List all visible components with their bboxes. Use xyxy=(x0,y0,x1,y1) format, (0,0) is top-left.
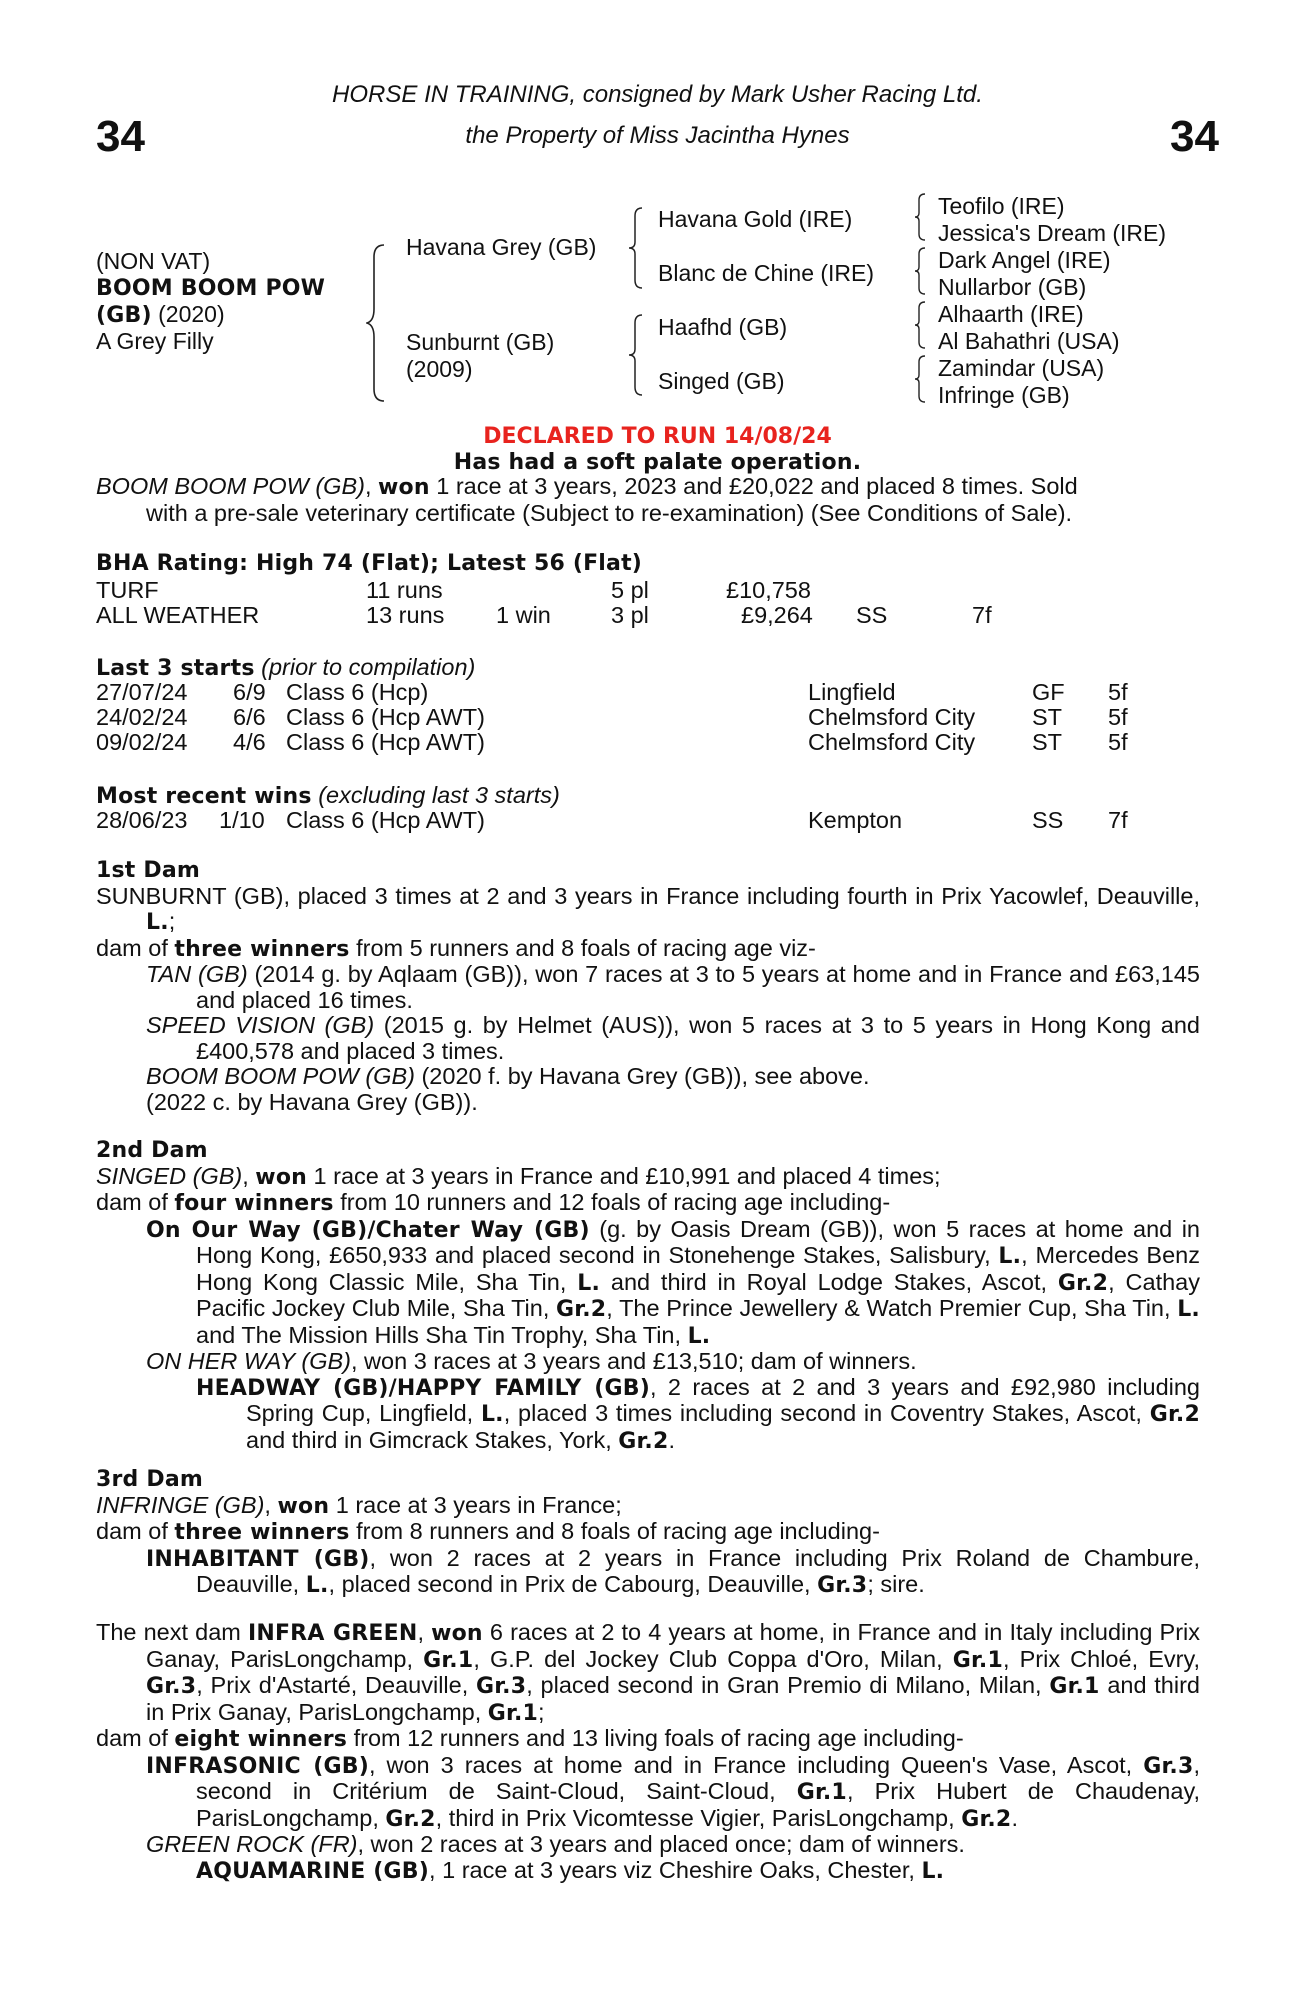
rating-row-aw: ALL WEATHER 13 runs 1 win 3 pl £9,264 SS 7f xyxy=(96,602,992,628)
pedigree-brace-g1 xyxy=(914,192,928,242)
horse-name: BOOM BOOM POW xyxy=(96,276,326,301)
declared-notice: DECLARED TO RUN 14/08/24 xyxy=(483,424,832,449)
g4: Nullarbor (GB) xyxy=(938,274,1087,300)
consignor-line: HORSE IN TRAINING, consigned by Mark Usher Racing Ltd. xyxy=(332,81,983,108)
progeny-boom-boom-pow: BOOM BOOM POW (GB) (2020 f. by Havana Grey (GB)), see above. xyxy=(146,1063,870,1089)
progeny-aquamarine: AQUAMARINE (GB), 1 race at 3 years viz Cheshire Oaks, Chester, L. xyxy=(196,1856,945,1884)
first-dam-section xyxy=(96,858,1200,1115)
next-dam-section xyxy=(96,1620,1200,1884)
recent-row: 28/06/23 1/10 Class 6 (Hcp AWT) Kempton SS 7f xyxy=(96,807,1128,833)
third-dam-heading: 3rd Dam xyxy=(96,1467,203,1492)
horse-year: (2020) xyxy=(158,301,225,327)
progeny-on-our-way: On Our Way (GB)/Chater Way (GB) (g. by Oasis Dream (GB)), won 5 races at home and in Hong Kong, £650,933 and placed second in Stonehenge Stakes, Salisbury, L., Mercedes Benz Hong Kong Classic Mile, Sha Tin, L. and third in Royal Lodge Stakes, Ascot, Gr.2, Cathay Pacific Jockey Club Mile, Sha Tin, Gr.2, The Prince Jewellery & Watch Premier Cup, Sha Tin, L. and The Mission Hills Sha Tin Trophy, Sha Tin, L. xyxy=(146,1215,1201,1349)
progeny-speed-vision: SPEED VISION (GB) (2015 g. by Helmet (AUS)), won 5 races at 3 to 5 years in Hong Kong and £400,578 and placed 3 times. xyxy=(146,1012,1200,1064)
progeny-on-her-way: ON HER WAY (GB), won 3 races at 3 years and £13,510; dam of winners. xyxy=(146,1348,917,1374)
second-dam-produce: dam of four winners from 10 runners and 12 foals of racing age including- xyxy=(96,1189,891,1216)
last3-title: Last 3 starts (prior to compilation) xyxy=(96,654,476,681)
g1: Teofilo (IRE) xyxy=(938,193,1065,219)
dam-year: (2009) xyxy=(406,356,473,382)
operation-notice: Has had a soft palate operation. xyxy=(453,450,862,475)
progeny-tan: TAN (GB) (2014 g. by Aqlaam (GB)), won 7 races at 3 to 5 years at home and in France and £63,145 and placed 16 times. xyxy=(146,961,1200,1013)
next-dam-line: The next dam INFRA GREEN, won 6 races at 2 to 4 years at home, in France and in Italy including Prix Ganay, ParisLongchamp, Gr.1, G.P. del Jockey Club Coppa d'Oro, Milan, Gr.1, Prix Chloé, Evry, Gr.3, Prix d'Astarté, Deauville, Gr.3, placed second in Gran Premio di Milano, Milan, Gr.1 and third in Prix Ganay, ParisLongchamp, Gr.1; xyxy=(96,1619,1200,1726)
g7: Zamindar (USA) xyxy=(938,355,1105,381)
pedigree-brace-main xyxy=(366,243,390,403)
third-dam-produce: dam of three winners from 8 runners and 8 foals of racing age including- xyxy=(96,1518,880,1545)
lot-number-left: 34 xyxy=(96,112,145,161)
second-dam-heading: 2nd Dam xyxy=(96,1138,208,1163)
progeny-infrasonic: INFRASONIC (GB), won 3 races at home and in France including Queen's Vase, Ascot, Gr.3, second in Critérium de Saint-Cloud, Saint-Cloud, Gr.1, Prix Hubert de Chaudenay, ParisLongchamp, Gr.2, third in Prix Vicomtesse Vigier, ParisLongchamp, Gr.2. xyxy=(146,1751,1200,1832)
g5: Alhaarth (IRE) xyxy=(938,301,1084,327)
first-dam-line: SUNBURNT (GB), placed 3 times at 2 and 3 years in France including fourth in Prix Yacowlef, Deauville, L.; xyxy=(96,882,1200,935)
g6: Al Bahathri (USA) xyxy=(938,328,1120,354)
summary-line-1: BOOM BOOM POW (GB), won 1 race at 3 years, 2023 and £20,022 and placed 8 times. Sold xyxy=(96,473,1078,500)
horse-description: A Grey Filly xyxy=(96,328,214,354)
pedigree-brace-g3 xyxy=(914,300,928,350)
first-dam-produce: dam of three winners from 5 runners and 8 foals of racing age viz- xyxy=(96,934,816,962)
second-dam-section xyxy=(96,1138,1200,1454)
horse-vat: (NON VAT) xyxy=(96,248,211,274)
third-dam-line: INFRINGE (GB), won 1 race at 3 years in France; xyxy=(96,1491,622,1519)
horse-origin-year xyxy=(96,301,225,329)
second-dam-line: SINGED (GB), won 1 race at 3 years in France and £10,991 and placed 4 times; xyxy=(96,1162,941,1190)
progeny-inhabitant: INHABITANT (GB), won 2 races at 2 years in France including Prix Roland de Chambure, Deauville, L., placed second in Prix de Cabourg, Deauville, Gr.3; sire. xyxy=(146,1544,1200,1598)
sire: Havana Grey (GB) xyxy=(406,234,597,260)
last3-row: 09/02/24 4/6 Class 6 (Hcp AWT) Chelmsford City ST 5f xyxy=(96,729,1128,755)
summary xyxy=(96,474,1200,526)
rating-row-turf: TURF 11 runs 5 pl £10,758 xyxy=(96,577,811,603)
third-dam-section xyxy=(96,1467,1200,1599)
sire-sire: Havana Gold (IRE) xyxy=(658,206,853,232)
dam: Sunburnt (GB) xyxy=(406,329,555,355)
progeny-green-rock: GREEN ROCK (FR), won 2 races at 3 years and placed once; dam of winners. xyxy=(146,1831,965,1857)
g8: Infringe (GB) xyxy=(938,382,1070,408)
property-line: the Property of Miss Jacintha Hynes xyxy=(465,122,850,149)
pedigree-brace-dam xyxy=(628,313,646,397)
horse-origin: (GB) xyxy=(96,303,152,328)
g2: Jessica's Dream (IRE) xyxy=(938,220,1167,246)
progeny-2022: (2022 c. by Havana Grey (GB)). xyxy=(146,1088,478,1115)
progeny-headway: HEADWAY (GB)/HAPPY FAMILY (GB), 2 races at 2 and 3 years and £92,980 including Spring Cup, Lingfield, L., placed 3 times including second in Coventry Stakes, Ascot, Gr.2 and third in Gimcrack Stakes, York, Gr.2. xyxy=(196,1373,1200,1454)
first-dam-heading: 1st Dam xyxy=(96,858,201,883)
dam-sire: Haafhd (GB) xyxy=(658,314,788,340)
summary-line-2: with a pre-sale veterinary certificate (Subject to re-examination) (See Conditions of Sale). xyxy=(146,499,1073,526)
g3: Dark Angel (IRE) xyxy=(938,247,1111,273)
dam-dam: Singed (GB) xyxy=(658,368,785,394)
lot-number-right: 34 xyxy=(1170,112,1219,161)
sire-dam: Blanc de Chine (IRE) xyxy=(658,260,875,286)
pedigree-brace-sire xyxy=(628,206,646,290)
next-dam-produce: dam of eight winners from 12 runners and 13 living foals of racing age including- xyxy=(96,1725,964,1752)
recent-title: Most recent wins (excluding last 3 starts) xyxy=(96,782,560,809)
last3-row: 27/07/24 6/9 Class 6 (Hcp) Lingfield GF 5f xyxy=(96,679,1128,705)
pedigree-brace-g4 xyxy=(914,354,928,404)
rating-title: BHA Rating: High 74 (Flat); Latest 56 (Flat) xyxy=(96,551,643,576)
last3-row: 24/02/24 6/6 Class 6 (Hcp AWT) Chelmsford City ST 5f xyxy=(96,704,1128,730)
pedigree-brace-g2 xyxy=(914,246,928,296)
